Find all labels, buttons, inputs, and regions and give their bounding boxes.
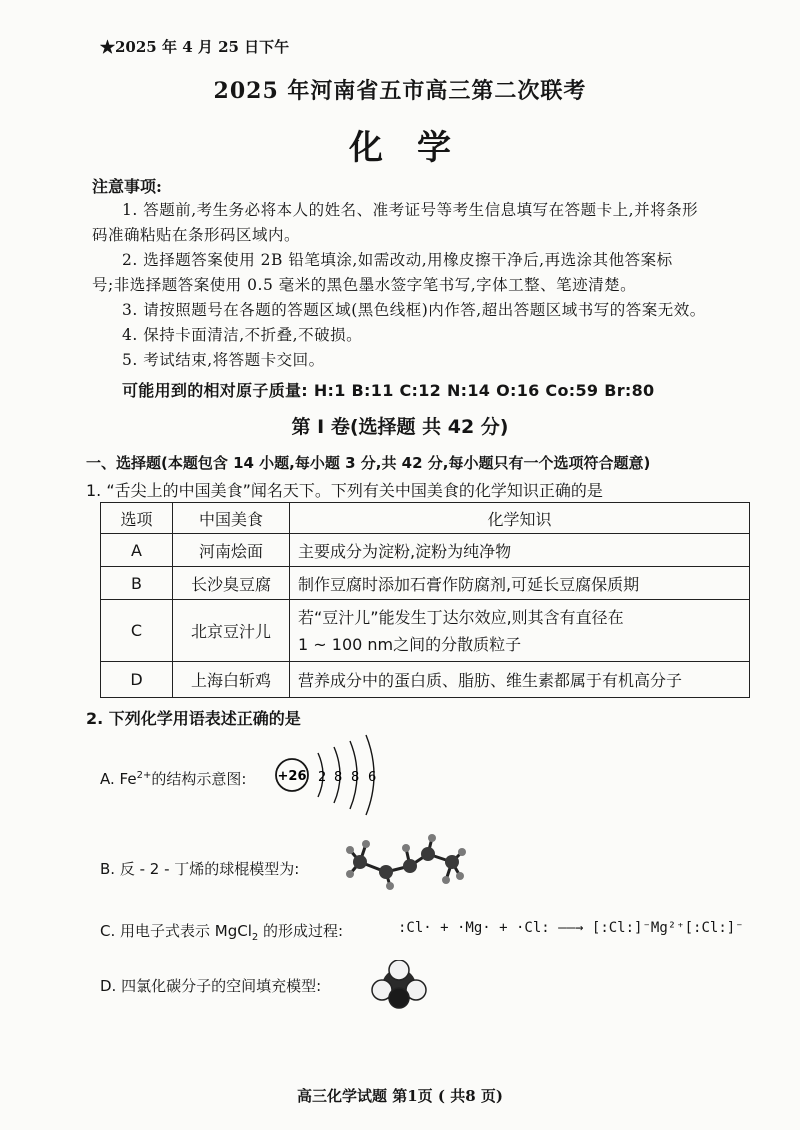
- atomic-mass-line: 可能用到的相对原子质量: H:1 B:11 C:12 N:14 O:16 Co:59 Br:80: [122, 381, 655, 400]
- question-1-table: [100, 502, 750, 698]
- option-c-suffix: 的形成过程:: [258, 922, 344, 940]
- table-header: 选项: [101, 503, 173, 534]
- option-cell: B: [101, 567, 173, 600]
- food-cell: 北京豆汁儿: [173, 600, 290, 662]
- table-header: 化学知识: [290, 503, 750, 534]
- option-a-suffix: 的结构示意图:: [151, 770, 247, 788]
- table-row: [101, 662, 750, 698]
- formula-reactants: :Cl· + ·Mg· + ·Cl:: [398, 920, 550, 936]
- knowledge-line: 若“豆汁儿”能发生丁达尔效应,则其含有直径在: [298, 607, 624, 627]
- question-2-stem: 2. 下列化学用语表述正确的是: [86, 709, 301, 728]
- option-c-text: C. 用电子式表示 MgCl: [100, 922, 252, 940]
- notice-heading: 注意事项:: [92, 177, 162, 196]
- electron-formula: [398, 920, 744, 936]
- exam-title: 2025 年河南省五市高三第二次联考: [213, 78, 587, 104]
- food-cell: 长沙臭豆腐: [173, 567, 290, 600]
- question-1-stem: 1. “舌尖上的中国美食”闻名天下。下列有关中国美食的化学知识正确的是: [86, 481, 603, 500]
- table-header-row: [101, 503, 750, 534]
- option-a-label: [100, 768, 246, 789]
- option-b-label: B. 反 - 2 - 丁烯的球棍模型为:: [100, 860, 300, 878]
- formula-arrow: ——→: [558, 920, 584, 936]
- table-row: [101, 600, 750, 662]
- knowledge-cell: 主要成分为淀粉,淀粉为纯净物: [290, 534, 750, 567]
- knowledge-cell: [290, 600, 750, 662]
- ball-stick-model-icon: [338, 826, 470, 896]
- food-cell: 河南烩面: [173, 534, 290, 567]
- option-cell: A: [101, 534, 173, 567]
- nucleus-charge: +26: [277, 769, 307, 784]
- section-title: 第 I 卷(选择题 共 42 分): [291, 416, 509, 438]
- shell-electron-count: 6: [368, 770, 377, 785]
- exam-date: ★2025 年 4 月 25 日下午: [100, 38, 290, 56]
- option-cell: C: [101, 600, 173, 662]
- notice-line: 4. 保持卡面清洁,不折叠,不破损。: [122, 326, 363, 344]
- table-row: [101, 567, 750, 600]
- shell-electron-count: 2: [318, 770, 327, 785]
- notice-line: 1. 答题前,考生务必将本人的姓名、准考证号等考生信息填写在答题卡上,并将条形: [122, 201, 699, 219]
- shell-electron-count: 8: [351, 770, 360, 785]
- shell-electron-count: 8: [334, 770, 343, 785]
- page-footer: 高三化学试题 第1页 ( 共8 页): [297, 1087, 503, 1105]
- notice-line: 2. 选择题答案使用 2B 铅笔填涂,如需改动,用橡皮擦干净后,再选涂其他答案标: [122, 251, 673, 269]
- subscript: 2: [251, 932, 259, 943]
- table-header: 中国美食: [173, 503, 290, 534]
- knowledge-cell: 制作豆腐时添加石膏作防腐剂,可延长豆腐保质期: [290, 567, 750, 600]
- notice-line: 号;非选择题答案使用 0.5 毫米的黑色墨水签字笔书写,字体工整、笔迹清楚。: [92, 276, 637, 294]
- table-row: [101, 534, 750, 567]
- option-cell: D: [101, 662, 173, 698]
- atom-structure-diagram: [272, 733, 392, 823]
- knowledge-line: 1 ~ 100 nm之间的分散质粒子: [298, 634, 522, 654]
- part-heading: 一、选择题(本题包含 14 小题,每小题 3 分,共 42 分,每小题只有一个选项符合题意): [86, 454, 651, 472]
- formula-product: [:Cl:]⁻Mg²⁺[:Cl:]⁻: [591, 920, 744, 936]
- notice-line: 3. 请按照题号在各题的答题区域(黑色线框)内作答,超出答题区域书写的答案无效。: [122, 301, 706, 319]
- option-d-label: D. 四氯化碳分子的空间填充模型:: [100, 977, 322, 995]
- knowledge-cell: 营养成分中的蛋白质、脂肪、维生素都属于有机高分子: [290, 662, 750, 698]
- subject-title: 化学: [349, 128, 485, 168]
- food-cell: 上海白斩鸡: [173, 662, 290, 698]
- notice-line: 码准确粘贴在条形码区域内。: [92, 226, 301, 244]
- option-c-label: [100, 920, 343, 943]
- notice-line: 5. 考试结束,将答题卡交回。: [122, 351, 325, 369]
- space-filling-model-icon: [364, 960, 434, 1010]
- charge-superscript: 2+: [136, 770, 152, 781]
- option-a-text: A. Fe: [100, 770, 137, 788]
